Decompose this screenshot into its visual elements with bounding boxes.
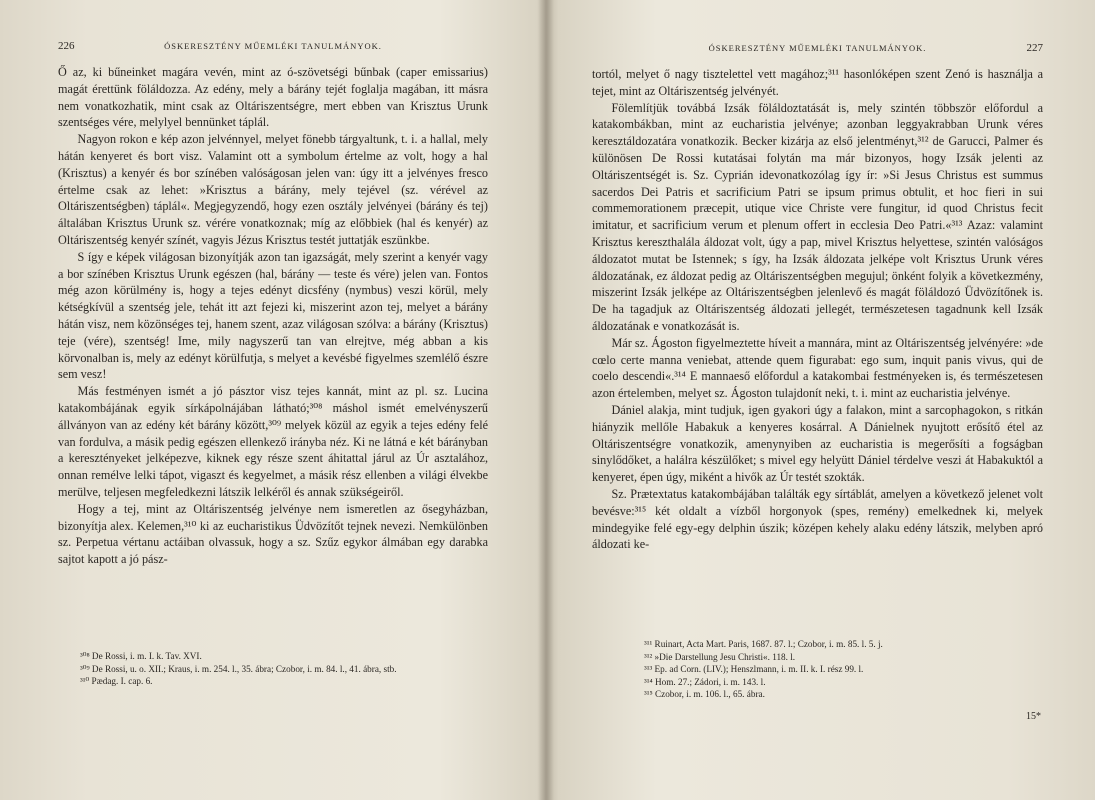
footnote: ³¹¹ Ruinart, Acta Mart. Paris, 1687. 87. l.; Czobor, i. m. 85. l. 5. j. xyxy=(644,639,883,649)
right-footnotes xyxy=(622,638,1032,701)
left-page-number: 226 xyxy=(58,40,75,52)
paragraph: Már sz. Ágoston figyelmeztette híveit a mannára, mint az Oltáriszentség jelvényére: »de cœlo certe manna veniebat, attende quem figurabat: ego sum, inquit panis vivus, qui de coelo descendi«.³¹⁴ E mannaeső előfordul a katakombai festményeken is, és természetesen azon értelemben, melyet sz. Ágoston tulajdonít neki, t. i. mint az eucharistia jelvénye. xyxy=(592,335,1043,401)
paragraph: Dániel alakja, mint tudjuk, igen gyakori úgy a falakon, mint a sarcophagokon, s ritkán hiányzik mellőle Habakuk a kenyeres kosárral. A Dánielnek nyujtott erősítő étel az Oltáriszentségre vonatkozik, amenynyiben az eucharistia is megerősíti a fogságban sinylődőket, a halálra készülőket; s mivel egy helyütt Dániel térdelve veszi át Habakuktól a kenyeret, épen úgy, miként a hivők az Úr testét szokták. xyxy=(592,402,1043,485)
right-page-number: 227 xyxy=(1026,42,1043,54)
footnote: ³¹⁵ Czobor, i. m. 106. l., 65. ábra. xyxy=(644,689,765,699)
footnote: ³⁰⁹ De Rossi, u. o. XII.; Kraus, i. m. 254. l., 35. ábra; Czobor, i. m. 84. l., 41. ábra, stb. xyxy=(80,663,397,674)
right-page-header xyxy=(592,42,1043,54)
paragraph: Nagyon rokon e kép azon jelvénnyel, melyet fönebb tárgyaltunk, t. i. a hallal, mely hátán kenyeret és bort visz. Valamint ott a symbolum értelme az volt, hogy a hal (Krisztus) a kenyér és bor színében valóságosan jelen van: úgy itt a jelvényes fresco értelme csak az lehet: »Krisztus a bárány, mely tejével (sz. vérével az Oltáriszentségben) táplál«. Megjegyzendő, hogy ezen osztály jelvényei (bárány és tej) általában Krisztus Urunk sz. vérére vonatkoznak; míg az előbbiek (hal és kenyér) az Oltáriszentség kenyér színét, vagyis Jézus Krisztus testét juttatják eszünkbe. xyxy=(58,132,488,247)
paragraph: Más festményen ismét a jó pásztor visz tejes kannát, mint az pl. sz. Lucina katakombájának egyik sírkápolnájában látható;³⁰⁸ máshol ismét emelvényszerű állványon van az edény két bárány között,³⁰⁹ melyek közül az egyik a tejes edény felé van fordulva, a másik pedig egészen ellenkező irányba néz. Ki ne látná e két bárányban a keresztényeket jelképezve, kiknek egy része szent áhitattal járul az Úr asztalához, onnan remélve lelki tápot, vigaszt és kegyelmet, a másik rész ellenben a világi élvekbe merülve, teljesen megfeledkezni látszik lelkéről és annak szükségeiről. xyxy=(58,384,488,499)
footnote: ³¹² »Die Darstellung Jesu Christi«. 118. l. xyxy=(644,651,796,662)
left-footnotes xyxy=(58,650,488,688)
left-running-head: ÓSKERESZTÉNY MŰEMLÉKI TANULMÁNYOK. xyxy=(164,41,382,51)
left-page-header xyxy=(58,40,488,52)
paragraph: Ő az, ki bűneinket magára vevén, mint az ó-szövetségi bűnbak (caper emissarius) magát érettünk föláldozza. Az edény, mely a bárány tejét foglalja magában, itt másra nem vonatkozhatik, mint csak az Oltáriszentségre, mert ebben van Krisztus Urunk szentséges vére, melylyel bennünket táplál. xyxy=(58,65,488,130)
footnote: ³¹⁴ Hom. 27.; Zádori, i. m. 143. l. xyxy=(644,676,766,687)
signature-mark: 15* xyxy=(1026,711,1041,722)
paragraph: Sz. Prætextatus katakombájában találták egy sírtáblát, amelyen a következő jelenet volt bevésve:³¹⁵ két oldalt a vízből horgonyok (spes, remény) emelkednek ki, melyek mindegyike felé egy-egy delphin úszik; középen kehely alaku edény látszik, melyben apró áldozati ke- xyxy=(592,486,1043,552)
left-page-body xyxy=(58,64,488,568)
right-running-head: ÓSKERESZTÉNY MŰEMLÉKI TANULMÁNYOK. xyxy=(708,43,927,53)
paragraph: Fölemlítjük továbbá Izsák föláldoztatását is, mely szintén többször előfordul a katakombákban, mint az eucharistia jelvénye; azonban leggyakrabban Urunk véres keresztáldozatára vonatkozik. Becker kizárja az első jelentményt,³¹² de Garucci, Palmer és különösen De Rossi kutatásai folytán ma már bizonyos, hogy Izsák jelenti az Oltáriszentségét is. Sz. Cyprián idevonatkozólag így ír: »Si Jesus Christus est summus sacerdos Dei Patris et sacrificium Patri se ipsum primus obtulit, et hoc fieri in sui commemorationem præcepit, utique vice Christe vere fungitur, id quod Christus fecit imitatur, et sacrificium verum et plenum offert in ecclesia Deo Patri.«³¹³ Azaz: valamint Krisztus kereszthalála áldozat volt, úgy a pap, mivel Krisztus helyettese, szintén valóságos áldozatot mutat be Istennek; s így, ha Izsák áldozata jelképe volt Krisztus Urunk véres áldozatának, ez áldozat pedig az Oltáriszentségben megujul; önként folyik a következmény, miszerint Izsák jelképe az Oltáriszentségben jelenlevő és magát föláldozó Üdvözítőnek is. De ha tagadjuk az Oltáriszentség áldozati jellegét, természetesen tagadnunk kell Izsák áldozatának e vonatkozását is. xyxy=(592,100,1043,333)
right-page-body xyxy=(592,66,1043,553)
paragraph: tortól, melyet ő nagy tisztelettel vett magához;³¹¹ hasonlóképen szent Zenó is használja a tejet, mint az Oltáriszentség jelvényét. xyxy=(592,67,1043,98)
footnote: ³¹³ Ep. ad Corn. (LIV.); Henszlmann, i. m. II. k. I. rész 99. l. xyxy=(644,664,864,674)
paragraph: S így e képek világosan bizonyítják azon tan igazságát, mely szerint a kenyér vagy a bor színében Krisztus Urunk egészen (hal, bárány — teste és vére) jelen van. Fontos még azon körülmény is, hogy a tejes edényt dicsfény (nymbus) veszi körül, mely kétségkívül a szentség jele, tehát itt azt fejezi ki, miszerint azon tej, melyet a bárány hátán visz, nem közönséges tej, hanem szent, azaz világosan szólva: a bárány (Krisztus) teje (vére), szentség! Ime, mily nagyszerű tan van elrejtve, még abban a kis körvonalban is, mely az edényt körülfutja, s melyet a kevésbé figyelmes szemlélő észre sem vesz! xyxy=(58,249,488,382)
footnote: ³⁰⁸ De Rossi, i. m. I. k. Tav. XVI. xyxy=(80,651,202,661)
footnote: ³¹⁰ Pædag. I. cap. 6. xyxy=(80,676,153,686)
paragraph: Hogy a tej, mint az Oltáriszentség jelvénye nem ismeretlen az ősegyházban, bizonyítja alex. Kelemen,³¹⁰ ki az eucharistikus Üdvözítőt tejnek nevezi. Nemkülönben sz. Perpetua vértanu actáiban olvassuk, hogy a sz. Szűz egykor álmában egy darabka sajtot kapott a jó pász- xyxy=(58,501,488,567)
